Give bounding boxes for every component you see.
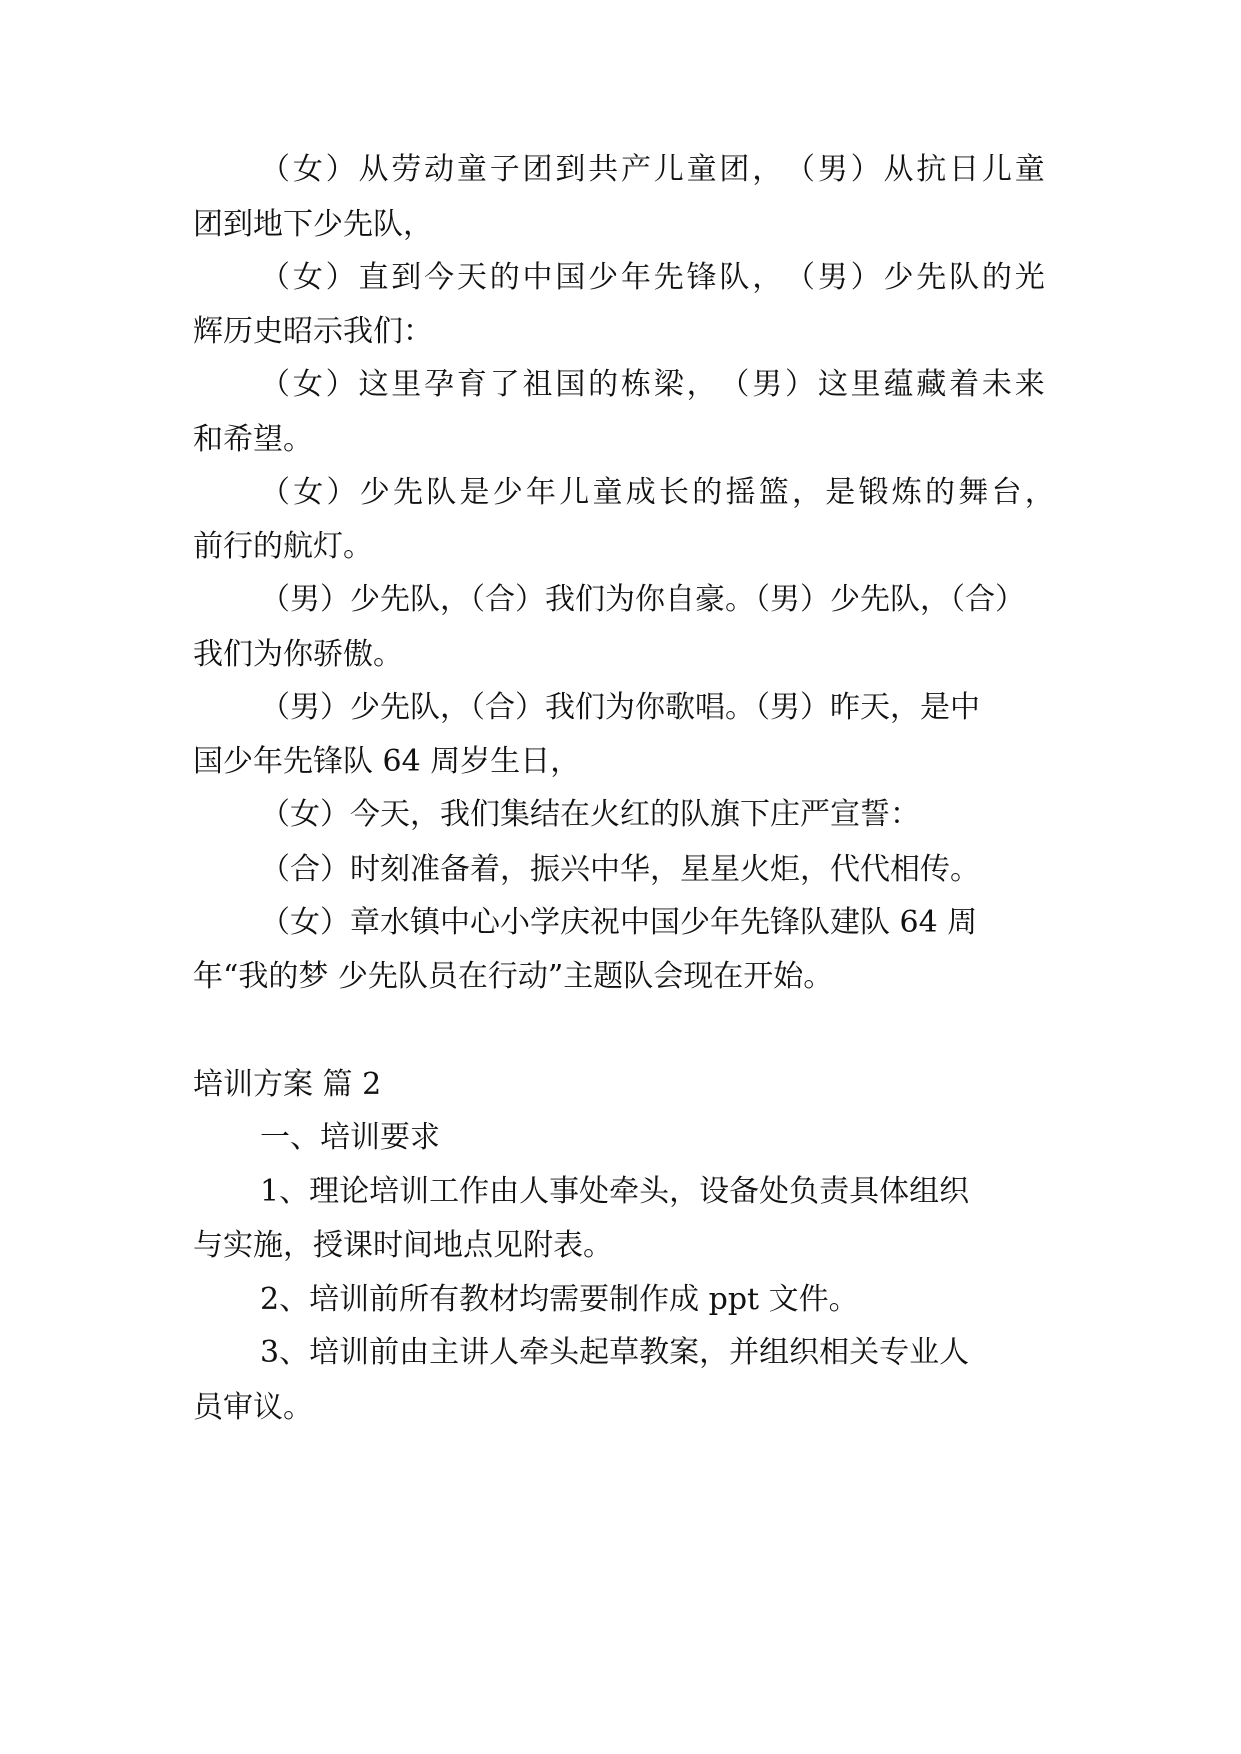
paragraph-line: 2、培训前所有教材均需要制作成 ppt 文件。	[260, 1282, 859, 1317]
paragraph-line: （ 女 ） 少 先 队 是 少 年 儿 童 成 长 的 摇 篮 ， 是 锻 炼 的 舞 台 ，	[260, 475, 1055, 510]
paragraph-line: 和希望。	[193, 422, 313, 457]
paragraph-line: （女）章水镇中心小学庆祝中国少年先锋队建队 64 周	[260, 905, 978, 940]
paragraph-line: （ 女 ） 这 里 孕 育 了 祖 国 的 栋 梁 ， （ 男 ） 这 里 蕴 藏 着 未 来	[260, 367, 1045, 402]
paragraph-line: 前行的航灯。	[193, 529, 373, 564]
paragraph-line: （男）少先队，（合）我们为你自豪。（男）少先队，（合）	[260, 582, 1025, 617]
paragraph-line: （ 女 ） 直 到 今 天 的 中 国 少 年 先 锋 队 ， （ 男 ） 少 先 队 的 光	[260, 260, 1045, 295]
paragraph-line: （男）少先队，（合）我们为你歌唱。（男）昨天，是中	[260, 690, 980, 725]
paragraph-line: 辉历史昭示我们：	[193, 314, 433, 349]
paragraph-line: 3、培训前由主讲人牵头起草教案，并组织相关专业人	[260, 1335, 970, 1370]
paragraph-line: 我们为你骄傲。	[193, 637, 403, 672]
subheading: 一、培训要求	[260, 1120, 440, 1155]
section-heading: 培训方案 篇 2	[193, 1067, 382, 1102]
paragraph-line: （女）今天，我们集结在火红的队旗下庄严宣誓：	[260, 797, 920, 832]
paragraph-line: 国少年先锋队 64 周岁生日，	[193, 744, 581, 779]
paragraph-line: 年“我的梦 少先队员在行动”主题队会现在开始。	[193, 959, 834, 994]
paragraph-line: 员审议。	[193, 1390, 313, 1425]
paragraph-line: 团到地下少先队，	[193, 207, 433, 242]
paragraph-line: （ 女 ） 从 劳 动 童 子 团 到 共 产 儿 童 团 ， （ 男 ） 从 抗 日 儿 童	[260, 152, 1045, 187]
paragraph-line: （合）时刻准备着，振兴中华，星星火炬，代代相传。	[260, 852, 980, 887]
paragraph-line: 与实施，授课时间地点见附表。	[193, 1228, 613, 1263]
paragraph-line: 1、理论培训工作由人事处牵头，设备处负责具体组织	[260, 1174, 970, 1209]
